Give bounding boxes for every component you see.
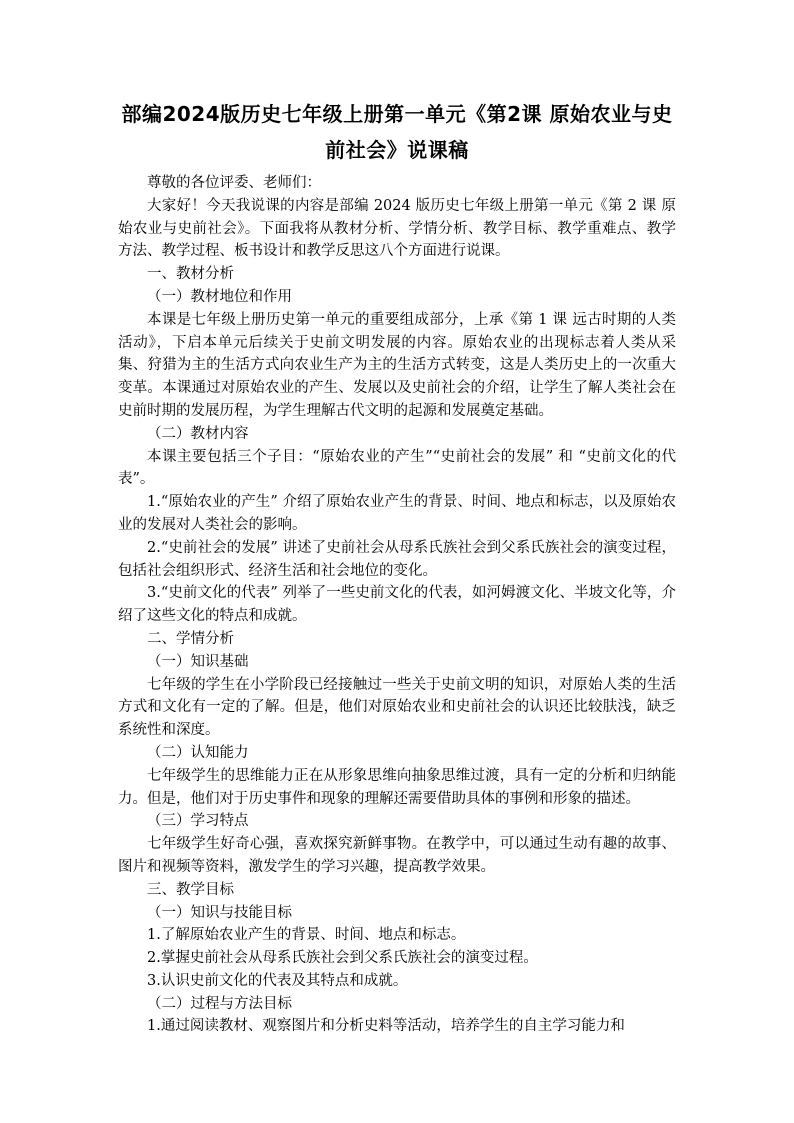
- document-title: 部编2024版历史七年级上册第一单元《第2课 原始农业与史前社会》说课稿: [121, 102, 673, 162]
- body-paragraph: 七年级学生好奇心强，喜欢探究新鲜事物。在教学中，可以通过生动有趣的故事、图片和视频等资料，激发学生的学习兴趣，提高教学效果。: [118, 836, 676, 875]
- subsection-heading: （二）教材内容: [147, 425, 249, 442]
- subsection-heading: （二）认知能力: [147, 744, 249, 761]
- subsection-heading: （一）教材地位和作用: [147, 288, 292, 305]
- numbered-item: 3.“史前文化的代表” 列举了一些史前文化的代表，如河姆渡文化、半坡文化等，介绍了这些文化的特点和成就。: [118, 585, 676, 625]
- subsection-heading: （二）过程与方法目标: [147, 995, 292, 1012]
- subsection-heading: （一）知识与技能目标: [147, 904, 292, 921]
- intro-paragraph: 大家好！今天我说课的内容是部编 2024 版历史七年级上册第一单元《第 2 课 原始农业与史前社会》。下面我将从教材分析、学情分析、教学目标、教学重难点、教学方法、教学过程、板书设计和教学反思这八个方面进行说课。: [118, 197, 676, 260]
- numbered-item: 1.了解原始农业产生的背景、时间、地点和标志。: [147, 927, 466, 944]
- document-page: [118, 96, 676, 1038]
- body-paragraph: 七年级学生的思维能力正在从形象思维向抽象思维过渡，具有一定的分析和归纳能力。但是，他们对于历史事件和现象的理解还需要借助具体的事例和形象的描述。: [118, 767, 676, 807]
- section-heading-3: 三、教学目标: [147, 881, 234, 898]
- section-heading-2: 二、学情分析: [147, 630, 234, 647]
- numbered-item: 1.“原始农业的产生” 介绍了原始农业产生的背景、时间、地点和标志，以及原始农业的发展对人类社会的影响。: [118, 494, 676, 533]
- numbered-item: 1.通过阅读教材、观察图片和分析史料等活动，培养学生的自主学习能力和: [147, 1018, 625, 1035]
- subsection-heading: （一）知识基础: [147, 653, 249, 670]
- numbered-item: 2.掌握史前社会从母系氏族社会到父系氏族社会的演变过程。: [147, 950, 538, 967]
- greeting: 尊敬的各位评委、老师们：: [147, 175, 321, 191]
- body-paragraph: 本课主要包括三个子目：“原始农业的产生”“史前社会的发展” 和 “史前文化的代表”。: [118, 448, 676, 488]
- body-paragraph: 本课是七年级上册历史第一单元的重要组成部分，上承《第 1 课 远古时期的人类活动》，下启本单元后续关于史前文明发展的内容。原始农业的出现标志着人类从采集、狩猎为主的生活方式向农业生产为主的生活方式转变，这是人类历史上的一次重大变革。本课通过对原始农业的产生、发展以及史前社会的介绍，让学生了解人类社会在史前时期的发展历程，为学生理解古代文明的起源和发展奠定基础。: [118, 311, 676, 419]
- section-heading-1: 一、教材分析: [147, 266, 234, 283]
- body-paragraph: 七年级的学生在小学阶段已经接触过一些关于史前文明的知识，对原始人类的生活方式和文化有一定的了解。但是，他们对原始农业和史前社会的认识还比较肤浅，缺乏系统性和深度。: [118, 676, 676, 739]
- subsection-heading: （三）学习特点: [147, 813, 249, 830]
- numbered-item: 3.认识史前文化的代表及其特点和成就。: [147, 972, 408, 989]
- numbered-item: 2.“史前社会的发展” 讲述了史前社会从母系氏族社会到父系氏族社会的演变过程，包括社会组织形式、经济生活和社会地位的变化。: [118, 539, 676, 579]
